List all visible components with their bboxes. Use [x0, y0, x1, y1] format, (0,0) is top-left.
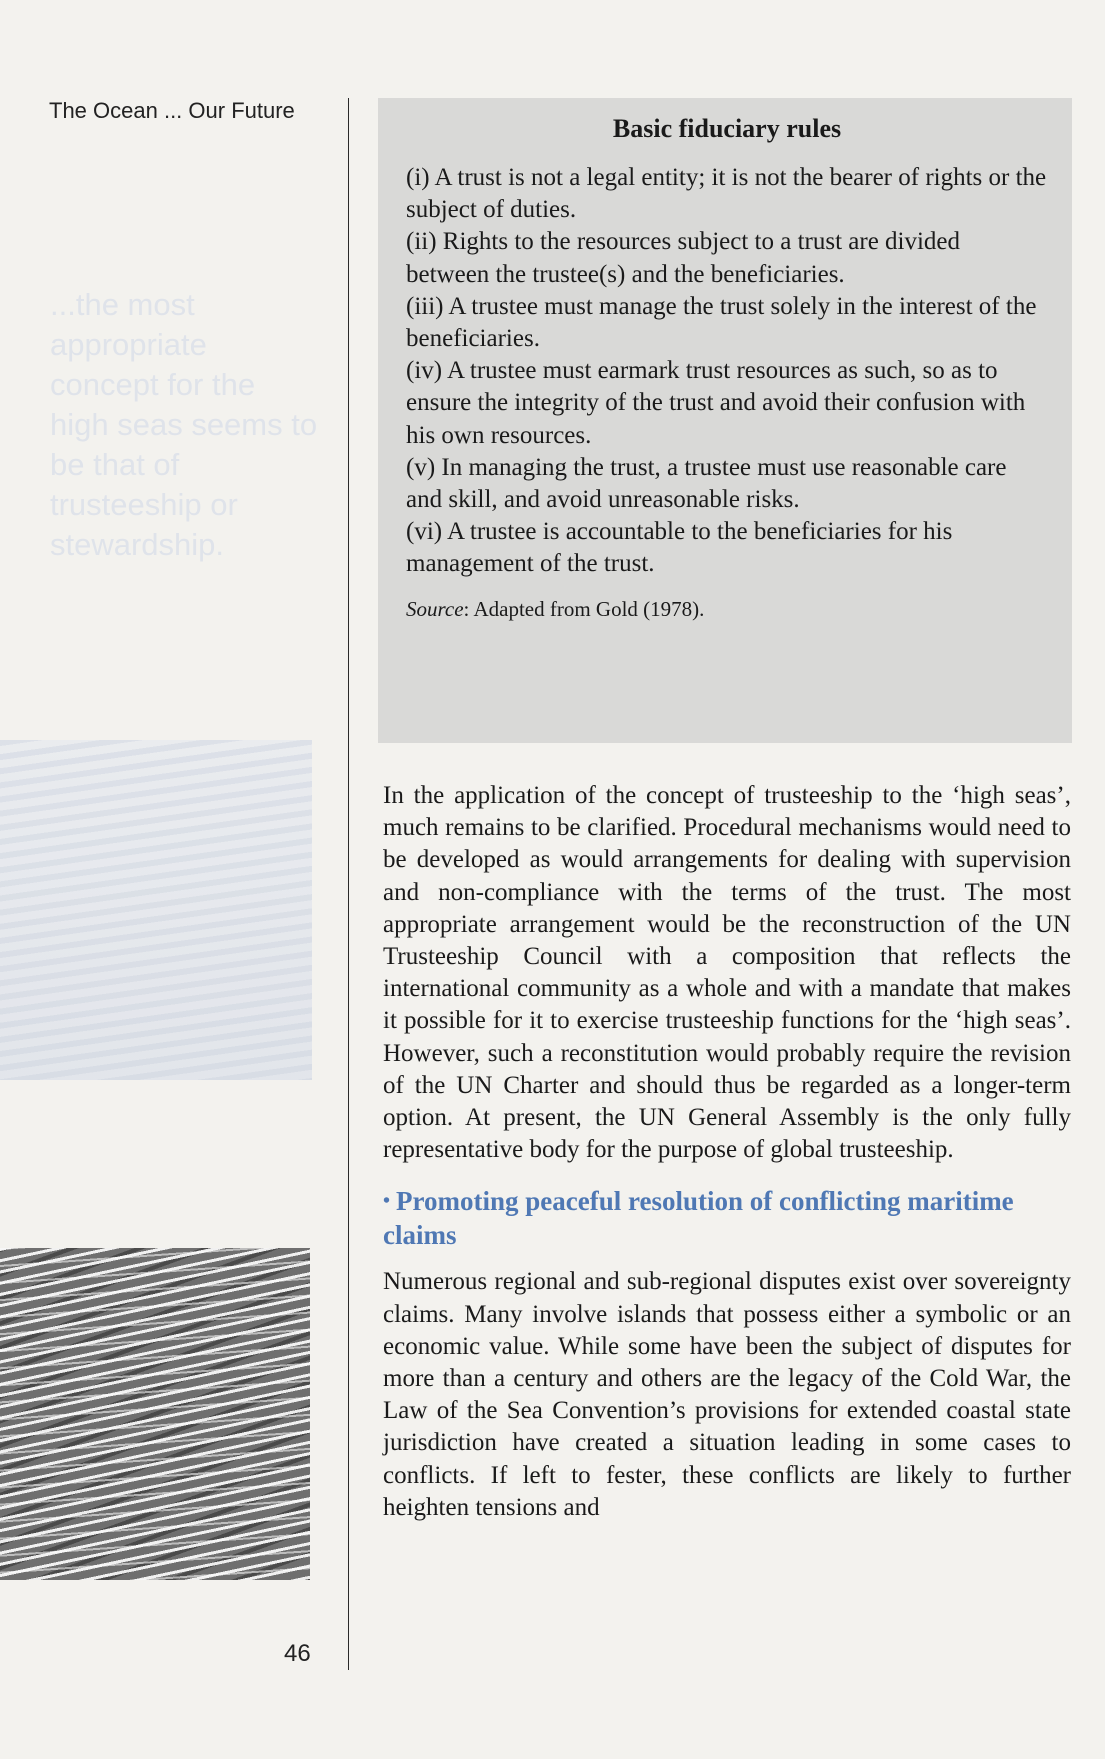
section-heading	[383, 1184, 1071, 1252]
pull-quote-faded: ...the most appropriate concept for the high seas seems to be that of trusteeship or stewardship.	[50, 287, 318, 562]
rule-item: (iv) A trustee must earmark trust resources as such, so as to ensure the integrity of the trust and avoid their confusion with his own resources.	[406, 357, 1026, 449]
box-source	[406, 597, 1048, 622]
ocean-waves-image	[0, 1248, 310, 1580]
rule-item: (i) A trust is not a legal entity; it is not the bearer of rights or the subject of duties.	[406, 164, 1047, 224]
faded-ocean-image	[0, 740, 312, 1080]
page-number: 46	[284, 1640, 311, 1667]
bullet-icon: •	[383, 1190, 391, 1213]
box-title: Basic fiduciary rules	[612, 114, 842, 143]
rule-item: (iii) A trustee must manage the trust solely in the interest of the beneficiaries.	[406, 292, 1037, 353]
fiduciary-rules-box	[378, 98, 1072, 743]
column-divider	[348, 98, 349, 1670]
rule-list	[406, 162, 1048, 581]
body-paragraph-trusteeship: In the application of the concept of trusteeship to the ‘high seas’, much remains to be clarified. Procedural mechanisms would need to be developed as would arrangements for dealing with supervision and non-compliance with the terms of the trust. The most appropriate arrangement would be the reconstruction of the UN Trusteeship Council with a composition that reflects the international community as a whole and with a mandate that makes it possible for it to exercise trusteeship functions for the ‘high seas’. However, such a reconstitution would probably require the revision of the UN Charter and should thus be regarded as a longer-term option. At present, the UN General Assembly is the only fully representative body for the purpose of global trusteeship.	[383, 782, 1071, 1164]
rule-item: (ii) Rights to the resources subject to a trust are divided between the trustee(s) and the beneficiaries.	[406, 228, 961, 288]
body-paragraph-maritime-claims: Numerous regional and sub-regional disputes exist over sovereignty claims. Many involve islands that possess either a symbolic or an economic value. While some have been the subject of disputes for more than a century and others are the legacy of the Cold War, the Law of the Sea Convention’s provisions for extended coastal state jurisdiction have created a situation leading in some cases to conflicts. If left to fester, these conflicts are likely to further heighten tensions and	[383, 1268, 1071, 1521]
source-label: Source	[406, 596, 464, 621]
rule-item: (v) In managing the trust, a trustee must use reasonable care and skill, and avoid unreasonable risks.	[406, 453, 1007, 514]
running-head: The Ocean ... Our Future	[49, 98, 295, 123]
source-text: : Adapted from Gold (1978).	[463, 596, 705, 621]
main-column	[383, 780, 1071, 1524]
rule-item: (vi) A trustee is accountable to the beneficiaries for his management of the trust.	[406, 518, 953, 578]
section-heading-text: Promoting peaceful resolution of conflicting maritime claims	[383, 1186, 1014, 1251]
